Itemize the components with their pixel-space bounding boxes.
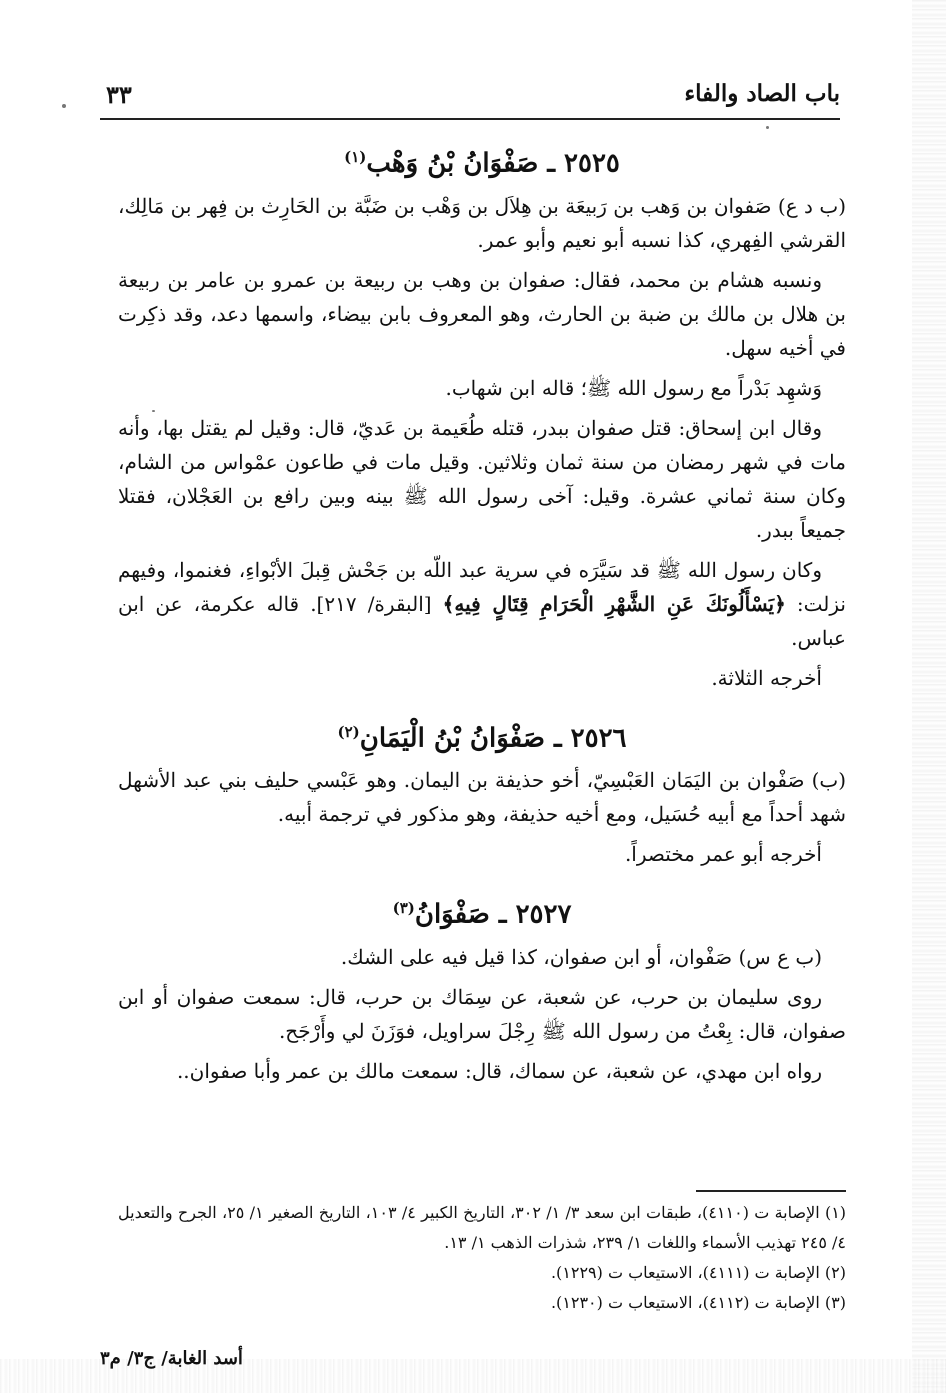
entry-heading: [118, 140, 846, 181]
paragraph: ونسبه هشام بن محمد، فقال: صفوان بن وهب بن ربيعة بن عمرو بن عامر بن ربيعة بن هلال بن مالك بن ضبة بن الحارث، وهو المعروف بابن بيضاء، واسمها دعد، وقد ذكِرت في أخيه سهل.: [118, 267, 846, 360]
paragraph: (ب) صَفْوان بن اليَمَان العَبْسِيّ، أخو حذيفة بن اليمان. وهو عَبْسي حليف بني عبد الأشهل شهد أحداً مع أبيه حُسَيل، ومع أخيه حذيفة، وهو مذكور في ترجمة أبيه.: [118, 768, 846, 827]
quran-verse: ﴿يَسْأَلُونَكَ عَنِ الشَّهْرِ الْحَرَامِ قِتَالٍ فِيهِ﴾: [442, 591, 786, 616]
paragraph: (ب د ع) صَفوان بن وَهب بن رَبيعَة بن هِلاَل بن وَهْب بن ضَبَّة بن الحَارِث بن فِهر بن مَالِك، القرشي الفِهري، كذا نسبه أبو نعيم وأبو عمر.: [118, 193, 846, 252]
footnote-reference: (٣): [392, 899, 415, 918]
scan-edge-right: [912, 0, 946, 1393]
entry-heading: [118, 891, 846, 932]
page-number: ٣٣: [106, 80, 132, 109]
footnote: (٢) الإصابة ت (٤١١١)، الاستيعاب ت (١٢٢٩).: [550, 1263, 846, 1282]
page-header: [100, 78, 840, 120]
paragraph: أخرجه الثلاثة.: [711, 665, 822, 690]
footnote-reference: (٢): [337, 722, 360, 741]
footnote: (٣) الإصابة ت (٤١١٢)، الاستيعاب ت (١٢٣٠).: [550, 1293, 846, 1312]
entry-title: ٢٥٢٧ ـ صَفْوَانُ: [414, 899, 572, 930]
footnotes: [118, 1190, 846, 1318]
main-text: [118, 136, 846, 1094]
footnote-rule: [696, 1190, 846, 1192]
paragraph: وَشهِد بَدْراً مع رسول الله ﷺ؛ قاله ابن شهاب.: [445, 375, 822, 400]
entry-title: ٢٥٢٦ ـ صَفْوَانُ بْنُ الْيَمَانِ: [359, 723, 627, 754]
scan-speck: [766, 126, 769, 129]
scan-speck: [62, 104, 66, 108]
signature-mark: أسد الغابة/ ج٣/ م٣: [100, 1348, 243, 1369]
running-title: باب الصاد والفاء: [684, 80, 840, 107]
footnote-reference: (١): [344, 148, 367, 166]
paragraph-text: [البقرة/ ٢١٧]. قاله عكرمة، عن ابن عباس.: [118, 591, 846, 650]
paragraph-text: وكان رسول الله ﷺ قد سَيَّرَه في سرية عبد اللّه بن جَحْش قِبلَ الأبْواءِ، فغنموا، وفيهم نزلت:: [118, 557, 846, 616]
footnote: (١) الإصابة ت (٤١١٠)، طبقات ابن سعد ٣/ ١/ ٣٠٢، التاريخ الكبير ٤/ ١٠٣، التاريخ الصغير ١/ ٢٥، الجرح والتعديل ٤/ ٢٤٥ تهذيب الأسماء واللغات ١/ ٢٣٩، شذرات الذهب ١/ ١٣.: [118, 1203, 847, 1252]
paragraph: وقال ابن إسحاق: قتل صفوان ببدر، قتله طُعَيمة بن عَديّ، قال: وقيل لم يقتل بها، وأنه مات في شهر رمضان من سنة ثمان وثلاثين. وقيل مات في طاعون عمْواس من الشام، وكان سنة ثماني عشرة. وقيل: آخى رسول الله ﷺ بينه وبين رافع بن العَجْلان، فقتلا جميعاً ببدر.: [118, 415, 846, 542]
paragraph: روى سليمان بن حرب، عن شعبة، عن سِمَاك بن حرب، قال: سمعت صفوان أو ابن صفوان، قال: بِعْتُ من رسول الله ﷺ رِجْلَ سراويل، فوَزَنَ لي وأَرْجَح.: [118, 984, 846, 1043]
paragraph: (ب ع س) صَفْوان، أو ابن صفوان، كذا قيل فيه على الشك.: [340, 944, 822, 969]
entry-heading: [118, 715, 846, 756]
paragraph: أخرجه أبو عمر مختصراً.: [624, 842, 822, 867]
entry-title: ٢٥٢٥ ـ صَفْوَانُ بْنُ وَهْب: [366, 148, 620, 179]
paragraph: [118, 553, 846, 655]
paragraph: رواه ابن مهدي، عن شعبة، عن سماك، قال: سمعت مالك بن عمر وأبا صفوان..: [176, 1058, 822, 1083]
